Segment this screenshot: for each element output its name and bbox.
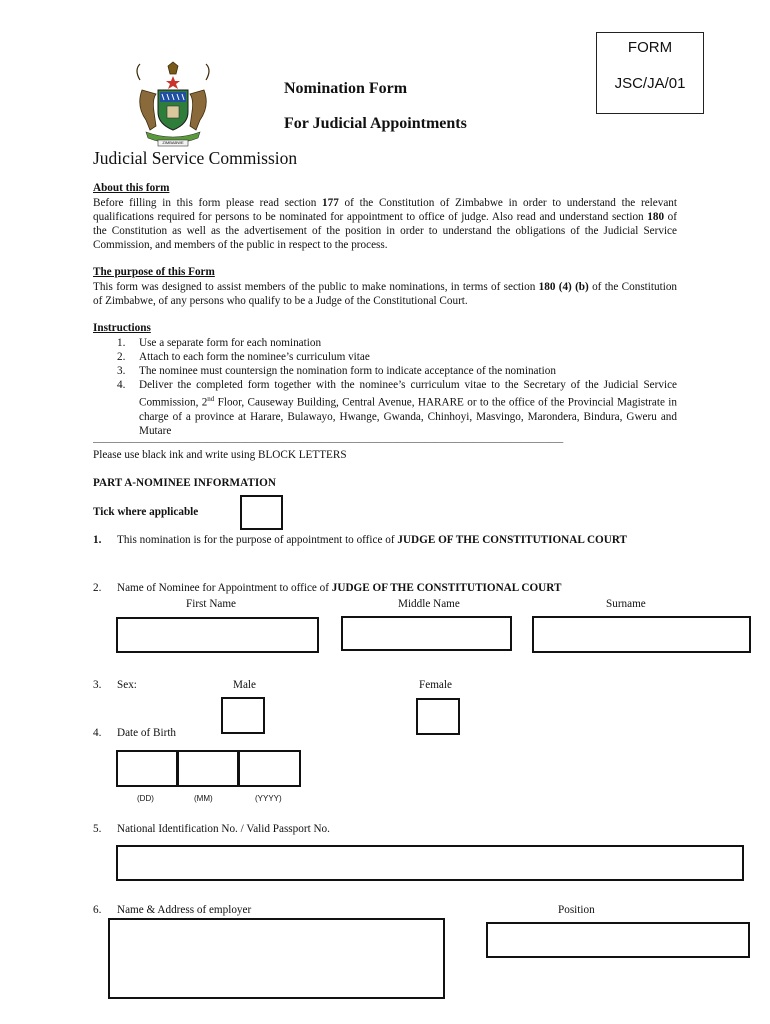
q2-number: 2. [93, 582, 102, 594]
tick-checkbox[interactable] [240, 495, 283, 530]
superscript-nd: nd [207, 395, 215, 403]
female-label: Female [419, 679, 452, 691]
tick-label: Tick where applicable [93, 506, 199, 518]
q2-office: JUDGE OF THE CONSTITUTIONAL COURT [331, 582, 562, 594]
dd-label: (DD) [137, 794, 154, 803]
q1-text [117, 533, 677, 548]
purpose-text-2: of the Constitution of Zimbabwe, of any persons who qualify to be a Judge of the Constitutional Court. [93, 281, 677, 307]
employer-field[interactable] [108, 918, 445, 999]
instructions-list [93, 336, 677, 438]
form-code: JSC/JA/01 [614, 75, 686, 92]
instruction-number: 3. [117, 365, 126, 377]
purpose-heading: The purpose of this Form [93, 266, 215, 278]
instruction-number: 1. [117, 337, 126, 349]
about-text [93, 196, 677, 252]
male-label: Male [233, 679, 256, 691]
instruction-text: The nominee must countersign the nomination form to indicate acceptance of the nomination [139, 365, 556, 377]
instruction-number: 2. [117, 351, 126, 363]
first-name-field[interactable] [116, 617, 319, 653]
instruction-number: 4. [117, 379, 126, 391]
sex-label: Sex: [117, 679, 137, 691]
instruction-text: Use a separate form for each nomination [139, 337, 322, 349]
dob-day-field[interactable] [116, 750, 178, 787]
position-field[interactable] [486, 922, 750, 958]
surname-field[interactable] [532, 616, 751, 653]
dob-year-field[interactable] [238, 750, 301, 787]
zimbabwe-emblem [128, 60, 218, 150]
q1-number: 1. [93, 534, 102, 546]
middle-name-field[interactable] [341, 616, 512, 651]
q1-office: JUDGE OF THE CONSTITUTIONAL COURT [397, 534, 627, 546]
q5-number: 5. [93, 823, 102, 835]
id-passport-field[interactable] [116, 845, 744, 881]
section-180: 180 [647, 211, 665, 223]
q4-number: 4. [93, 727, 102, 739]
employer-label: Name & Address of employer [117, 904, 252, 916]
instruction-text-4b: Floor, Causeway Building, Central Avenue, HARARE or to the office of the Provincial Magistrate in charge of a province at Harare, Bulawayo, Hwange, Gwanda, Chinhoyi, Masvingo, Marondera, Bindura, Gweru and Mutare [139, 396, 677, 437]
form-label: FORM [627, 39, 673, 56]
q3-number: 3. [93, 679, 102, 691]
instruction-text: Attach to each form the nominee’s curriculum vitae [139, 351, 370, 363]
q1-label: This nomination is for the purpose of appointment to office of [117, 534, 398, 546]
form-title: Nomination Form [284, 80, 408, 97]
commission-name: Judicial Service Commission [93, 148, 298, 168]
middle-name-label: Middle Name [398, 598, 460, 610]
q2-text [117, 581, 677, 595]
emblem-caption: ZIMBABWE [162, 140, 184, 145]
q6-number: 6. [93, 904, 102, 916]
divider-line: ___________________________________________________________________________________________________ [93, 435, 564, 445]
about-text-3: of the Constitution as well as the advertisement of the position in order to understand the obligations of the Judicial Service Commission, and members of the public in respect to the process. [93, 211, 677, 251]
instructions-heading: Instructions [93, 322, 151, 334]
male-checkbox[interactable] [221, 697, 265, 734]
instruction-item [93, 336, 677, 350]
q2-label: Name of Nominee for Appointment to office of [117, 582, 332, 594]
instruction-item [93, 364, 677, 378]
mm-label: (MM) [194, 794, 213, 803]
first-name-label: First Name [186, 598, 237, 610]
id-passport-label: National Identification No. / Valid Passport No. [117, 823, 330, 835]
form-subtitle: For Judicial Appointments [284, 115, 467, 132]
about-text-1: Before filling in this form please read section [93, 197, 323, 209]
section-180-4-b: 180 (4) (b) [538, 281, 589, 293]
form-code-box [596, 32, 704, 114]
position-label: Position [558, 904, 595, 916]
instruction-item [93, 350, 677, 364]
about-heading: About this form [93, 182, 170, 194]
female-checkbox[interactable] [416, 698, 460, 735]
purpose-text-1: This form was designed to assist members of the public to make nominations, in terms of section [93, 281, 539, 293]
about-text-2: of the Constitution of Zimbabwe in order to understand the relevant qualifications required for persons to be nominated for appointment to office of judge. Also read and understand section [93, 197, 677, 223]
instruction-item [93, 378, 677, 438]
section-177: 177 [322, 197, 339, 209]
purpose-text [93, 280, 677, 308]
dob-label: Date of Birth [117, 727, 177, 739]
surname-label: Surname [606, 598, 646, 610]
dob-month-field[interactable] [177, 750, 239, 787]
part-a-heading: PART A-NOMINEE INFORMATION [93, 477, 276, 489]
instruction-text-4a: Deliver the completed form together with the nominee’s curriculum vitae to the Secretary of the Judicial Service Commission, 2 [139, 379, 677, 409]
ink-note: Please use black ink and write using BLOCK LETTERS [93, 449, 347, 461]
yyyy-label: (YYYY) [255, 794, 282, 803]
